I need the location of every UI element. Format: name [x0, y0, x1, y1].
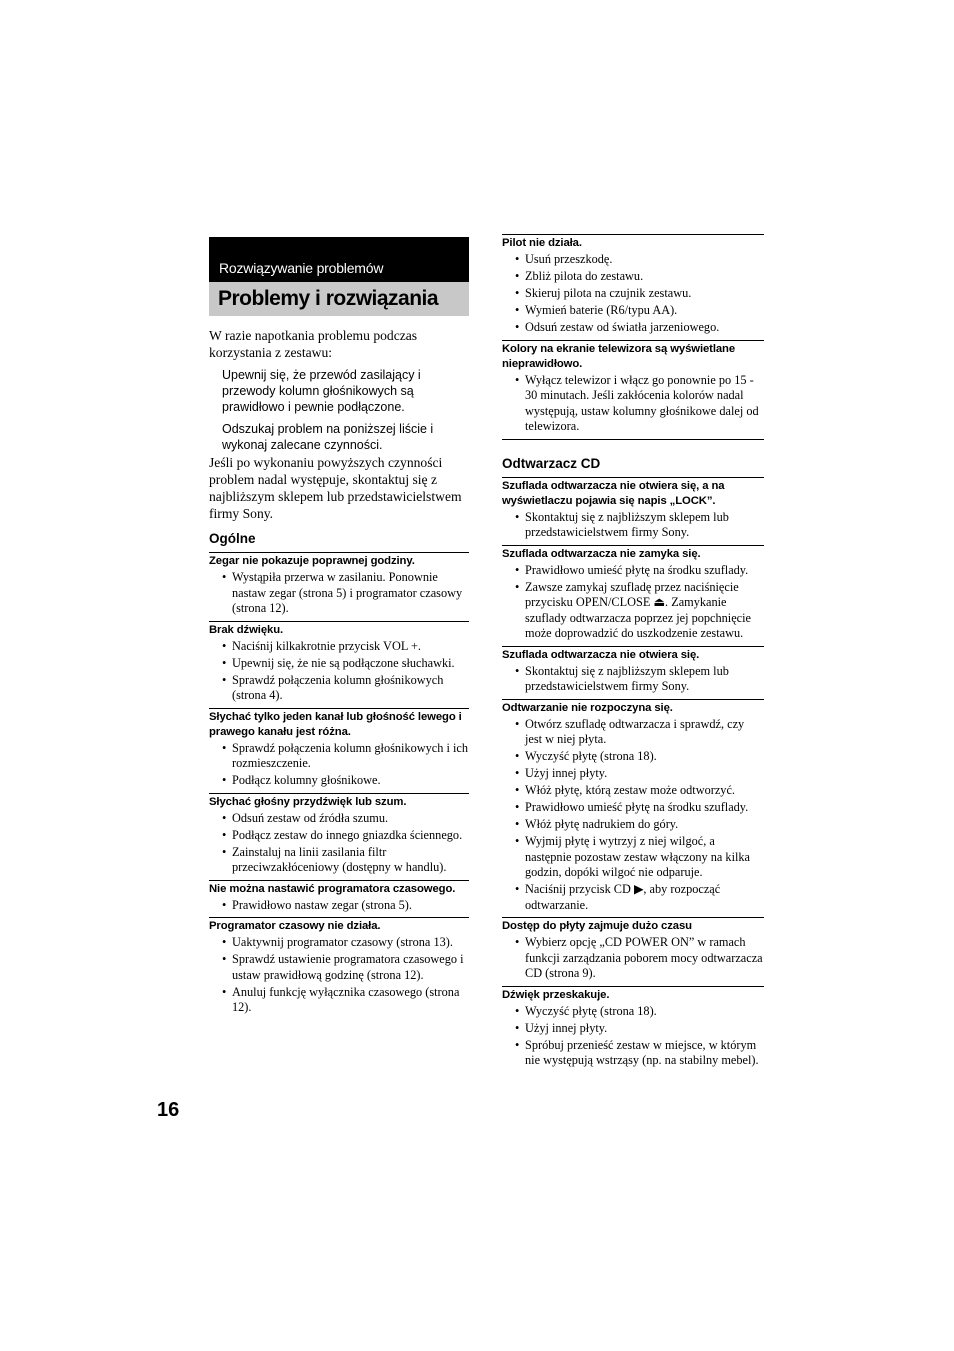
solution-list	[502, 373, 764, 435]
solution-list	[209, 639, 469, 704]
intro-outro: Jeśli po wykonaniu powyższych czynności problem nadal występuje, skontaktuj się z najbliższym sklepem lub przedstawicielstwem firmy Sony.	[209, 455, 462, 521]
solution-item: • Włóż płytę, którą zestaw może odtworzyć.	[502, 783, 764, 799]
solution-item: • Wybierz opcję „CD POWER ON” w ramach funkcji zarządzania poborem mocy odtwarzacza CD (strona 9).	[502, 935, 764, 982]
left-column	[209, 237, 469, 1020]
solution-item: • Wystąpiła przerwa w zasilaniu. Ponownie nastaw zegar (strona 5) i programator czasowy (strona 12).	[209, 570, 469, 617]
problem-block	[502, 646, 764, 695]
solution-item: • Wymień baterie (R6/typu AA).	[502, 303, 764, 319]
section-heading-cd: Odtwarzacz CD	[502, 455, 601, 471]
page-number: 16	[157, 1099, 180, 1121]
problem-title: Programator czasowy nie działa.	[209, 920, 381, 932]
solution-item: • Wyłącz telewizor i włącz go ponownie po 15 - 30 minutach. Jeśli zakłócenia kolorów nadal występują, ustaw kolumny głośnikowe dalej od telewizora.	[502, 373, 764, 435]
problem-block	[209, 621, 469, 704]
solution-item: • Prawidłowo nastaw zegar (strona 5).	[209, 898, 469, 914]
solution-item: • Sprawdź połączenia kolumn głośnikowych i ich rozmieszczenie.	[209, 741, 469, 772]
solution-item: • Zbliż pilota do zestawu.	[502, 269, 764, 285]
solution-item: • Sprawdź ustawienie programatora czasowego i ustaw prawidłową godzinę (strona 12).	[209, 952, 469, 983]
solution-item: • Wyjmij płytę i wytrzyj z niej wilgoć, a następnie pozostaw zestaw włączony na kilka godzin, dopóki wilgoć nie odparuje.	[502, 834, 764, 881]
solution-item: • Usuń przeszkodę.	[502, 252, 764, 268]
problem-title: Szuflada odtwarzacza nie zamyka się.	[502, 547, 701, 560]
solution-item: • Zainstaluj na linii zasilania filtr przeciwzakłóceniowy (dostępny w handlu).	[209, 845, 469, 876]
intro-step: Upewnij się, że przewód zasilający i przewody kolumn głośnikowych są prawidłowo i pewnie podłączone.	[222, 368, 421, 414]
solution-list	[502, 510, 764, 541]
solution-item: • Sprawdź połączenia kolumn głośnikowych (strona 4).	[209, 673, 469, 704]
problem-block	[209, 552, 469, 617]
solution-item: • Użyj innej płyty.	[502, 766, 764, 782]
solution-list	[502, 252, 764, 336]
problem-title: Słychać tylko jeden kanał lub głośność lewego i prawego kanału jest różna.	[209, 710, 462, 738]
problem-title: Szuflada odtwarzacza nie otwiera się, a na wyświetlaczu pojawia się napis „LOCK”.	[502, 479, 725, 507]
solution-item: • Zawsze zamykaj szufladę przez naciśnięcie przycisku OPEN/CLOSE ⏏. Zamykanie szuflady odtwarzacza poprzez jej popchnięcie może doprowadzić do uszkodzenie zestawu.	[502, 580, 764, 642]
problem-title: Brak dźwięku.	[209, 623, 284, 636]
solution-list	[209, 811, 469, 876]
section-banner	[209, 237, 469, 282]
intro-lead: W razie napotkania problemu podczas korzystania z zestawu:	[209, 328, 418, 360]
solution-item: • Odsuń zestaw od światła jarzeniowego.	[502, 320, 764, 336]
problem-title: Kolory na ekranie telewizora są wyświetlane nieprawidłowo.	[502, 342, 736, 370]
solution-item: • Skontaktuj się z najbliższym sklepem lub przedstawicielstwem firmy Sony.	[502, 664, 764, 695]
solution-list	[209, 570, 469, 617]
solution-item: • Naciśnij przycisk CD ▶, aby rozpocząć odtwarzanie.	[502, 882, 764, 913]
problem-title: Zegar nie pokazuje poprawnej godziny.	[209, 555, 415, 567]
solution-item: • Skieruj pilota na czujnik zestawu.	[502, 286, 764, 302]
section-heading-general: Ogólne	[209, 531, 256, 546]
solution-list	[502, 1004, 764, 1069]
solution-list	[502, 717, 764, 914]
general-problem-list	[209, 552, 469, 1016]
solution-list	[209, 898, 469, 914]
remote-problem-list	[502, 234, 764, 435]
problem-title: Nie można nastawić programatora czasowego.	[209, 882, 456, 895]
solution-item: • Naciśnij kilkakrotnie przycisk VOL +.	[209, 639, 469, 655]
section-label: Rozwiązywanie problemów	[219, 260, 384, 276]
solution-item: • Anuluj funkcję wyłącznika czasowego (strona 12).	[209, 985, 469, 1016]
solution-item: • Podłącz kolumny głośnikowe.	[209, 773, 469, 789]
cd-problem-list	[502, 477, 764, 1069]
page-title: Problemy i rozwiązania	[218, 287, 439, 310]
problem-block	[502, 545, 764, 642]
problem-block	[209, 708, 469, 789]
solution-list	[502, 935, 764, 982]
solution-item: • Wyczyść płytę (strona 18).	[502, 1004, 764, 1020]
problem-block	[502, 917, 764, 982]
page-title-banner	[209, 282, 469, 316]
problem-title: Słychać głośny przydźwięk lub szum.	[209, 795, 407, 808]
solution-item: • Wyczyść płytę (strona 18).	[502, 749, 764, 765]
solution-item: • Włóż płytę nadrukiem do góry.	[502, 817, 764, 833]
problem-block	[502, 234, 764, 336]
problem-title: Odtwarzanie nie rozpoczyna się.	[502, 701, 673, 714]
problem-title: Pilot nie działa.	[502, 237, 582, 249]
problem-title: Dostęp do płyty zajmuje dużo czasu	[502, 920, 692, 932]
problem-block	[502, 699, 764, 914]
problem-block	[209, 793, 469, 876]
solution-item: • Odsuń zestaw od źródła szumu.	[209, 811, 469, 827]
solution-list	[502, 563, 764, 642]
section-divider	[502, 439, 764, 440]
right-column	[502, 234, 764, 1073]
solution-item: • Uaktywnij programator czasowy (strona 13).	[209, 935, 469, 951]
problem-block	[502, 986, 764, 1069]
problem-block	[209, 917, 469, 1016]
problem-title: Szuflada odtwarzacza nie otwiera się.	[502, 648, 700, 661]
solution-item: • Otwórz szufladę odtwarzacza i sprawdź, czy jest w niej płyta.	[502, 717, 764, 748]
solution-list	[502, 664, 764, 695]
solution-item: • Użyj innej płyty.	[502, 1021, 764, 1037]
problem-block	[209, 880, 469, 914]
solution-item: • Prawidłowo umieść płytę na środku szuflady.	[502, 800, 764, 816]
solution-item: • Spróbuj przenieść zestaw w miejsce, w którym nie występują wstrząsy (np. na stabilny mebel).	[502, 1038, 764, 1069]
solution-list	[209, 935, 469, 1016]
solution-item: • Skontaktuj się z najbliższym sklepem lub przedstawicielstwem firmy Sony.	[502, 510, 764, 541]
solution-item: • Podłącz zestaw do innego gniazdka ściennego.	[209, 828, 469, 844]
solution-list	[209, 741, 469, 789]
intro-step: Odszukaj problem na poniższej liście i wykonaj zalecane czynności.	[222, 422, 434, 452]
problem-title: Dźwięk przeskakuje.	[502, 988, 610, 1001]
solution-item: • Prawidłowo umieść płytę na środku szuflady.	[502, 563, 764, 579]
problem-block	[502, 340, 764, 435]
solution-item: • Upewnij się, że nie są podłączone słuchawki.	[209, 656, 469, 672]
problem-block	[502, 477, 764, 541]
